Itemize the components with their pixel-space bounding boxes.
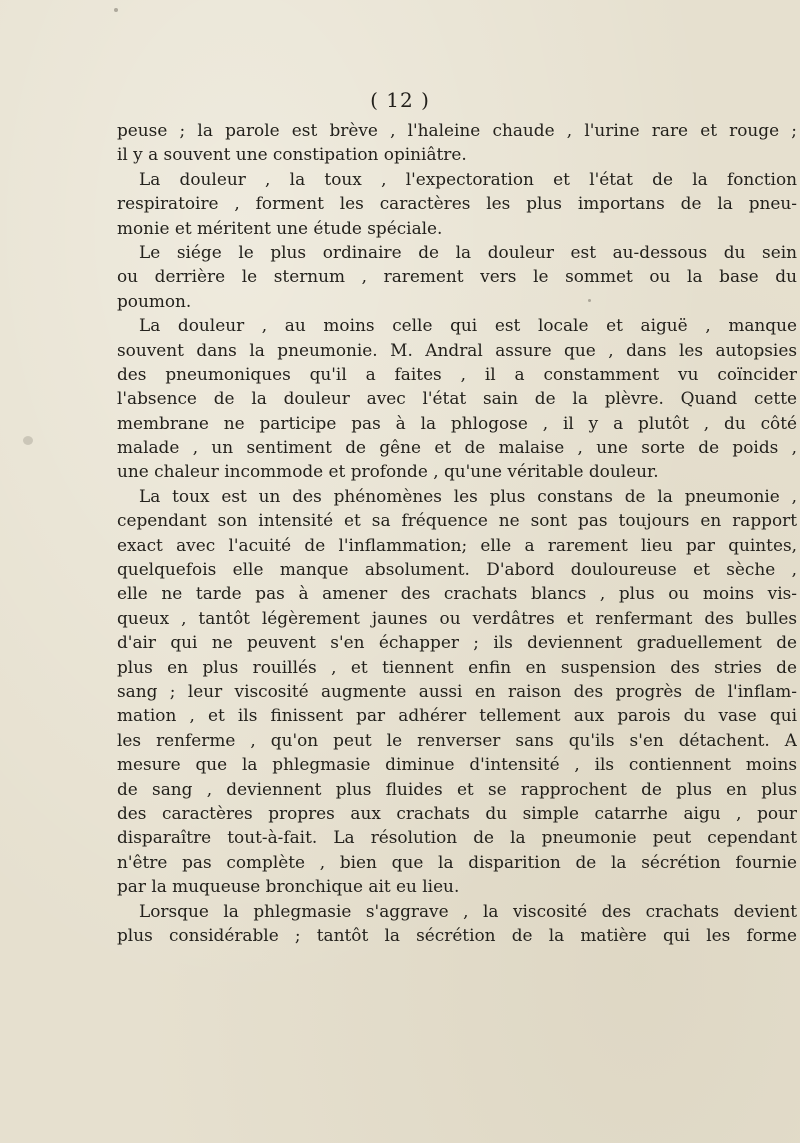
text-line-24: sang ; leur viscosité augmente aussi en raison des progrès de l'inflam- [117,680,797,701]
text-line-21: queux , tantôt légèrement jaunes ou verdâtres et renfermant des bulles [117,607,797,628]
text-line-9: La douleur , au moins celle qui est locale et aiguë , manque [139,315,797,336]
text-line-17: cependant son intensité et sa fréquence ne sont pas toujours en rapport [117,510,797,531]
text-line-20: elle ne tarde pas à amener des crachats blancs , plus ou moins vis- [117,583,797,604]
body-text [117,118,797,947]
text-line-8: poumon. [117,290,192,311]
text-line-14: malade , un sentiment de gêne et de malaise , une sorte de poids , [117,437,797,458]
text-line-30: disparaître tout-à-fait. La résolution de la pneumonie peut cependant [117,827,797,848]
text-line-10: souvent dans la pneumonie. M. Andral assure que , dans les autopsies [117,339,797,360]
text-line-4: respiratoire , forment les caractères les plus importans de la pneu- [117,193,797,214]
text-line-19: quelquefois elle manque absolument. D'abord douloureuse et sèche , [117,559,797,580]
text-line-6: Le siége le plus ordinaire de la douleur est au-dessous du sein [139,241,797,262]
text-line-7: ou derrière le sternum , rarement vers le sommet ou la base du [117,266,797,287]
page-number: ( 12 ) [370,88,430,112]
text-line-27: mesure que la phlegmasie diminue d'intensité , ils contiennent moins [117,754,797,775]
text-line-1: peuse ; la parole est brève , l'haleine chaude , l'urine rare et rouge ; [117,120,797,140]
text-line-29: des caractères propres aux crachats du simple catarrhe aigu , pour [117,802,797,823]
text-line-25: mation , et ils finissent par adhérer tellement aux parois du vase qui [117,705,797,726]
text-line-2: il y a souvent une constipation opiniâtre. [117,144,467,165]
paper-speck [114,8,118,12]
text-line-13: membrane ne participe pas à la phlogose , il y a plutôt , du côté [117,412,797,433]
text-line-18: exact avec l'acuité de l'inflammation; elle a rarement lieu par quintes, [117,534,797,555]
text-line-15: une chaleur incommode et profonde , qu'une véritable douleur. [117,461,659,482]
text-line-23: plus en plus rouillés , et tiennent enfin en suspension des stries de [117,656,797,677]
text-line-3: La douleur , la toux , l'expectoration et l'état de la fonction [139,168,797,189]
paper-speck [23,436,33,445]
text-line-26: les renferme , qu'on peut le renverser sans qu'ils s'en détachent. A [117,729,797,750]
text-line-28: de sang , deviennent plus fluides et se rapprochent de plus en plus [117,778,797,799]
text-line-11: des pneumoniques qu'il a faites , il a constamment vu coïncider [117,363,797,384]
text-line-33: Lorsque la phlegmasie s'aggrave , la viscosité des crachats devient [139,900,797,921]
text-line-5: monie et méritent une étude spéciale. [117,217,443,238]
text-line-16: La toux est un des phénomènes les plus constans de la pneumonie , [139,485,797,506]
text-line-22: d'air qui ne peuvent s'en échapper ; ils deviennent graduellement de [117,632,797,653]
text-line-32: par la muqueuse bronchique ait eu lieu. [117,876,460,897]
text-line-31: n'être pas complète , bien que la disparition de la sécrétion fournie [117,851,797,872]
text-line-34: plus considérable ; tantôt la sécrétion de la matière qui les forme [117,924,797,945]
text-line-12: l'absence de la douleur avec l'état sain de la plèvre. Quand cette [117,388,797,409]
